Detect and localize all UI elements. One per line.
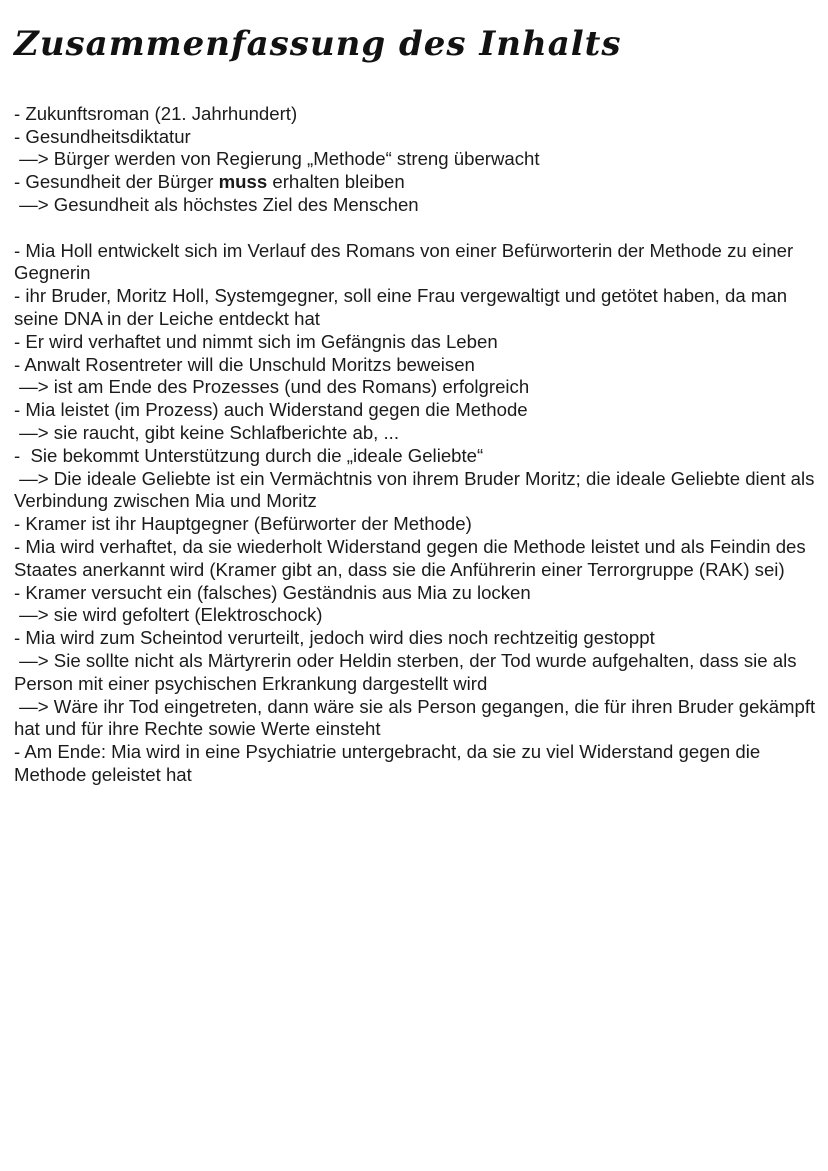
note-line: - Gesundheitsdiktatur xyxy=(14,125,191,147)
note-line: —> Die ideale Geliebte ist ein Vermächtnis von ihrem Bruder Moritz; die ideale Geliebte dient als Verbindung zwischen Mia und Moritz xyxy=(14,467,820,512)
note-line: —> Bürger werden von Regierung „Methode“ streng überwacht xyxy=(14,148,540,170)
note-line: - Am Ende: Mia wird in eine Psychiatrie untergebracht, da sie zu viel Widerstand gegen die Methode geleistet hat xyxy=(14,741,766,785)
note-line: - Kramer ist ihr Hauptgegner (Befürworter der Methode) xyxy=(14,513,472,535)
note-line: - Sie bekommt Unterstützung durch die „ideale Geliebte“ xyxy=(14,444,484,466)
note-line: —> ist am Ende des Prozesses (und des Romans) erfolgreich xyxy=(14,376,530,398)
note-line: - Mia wird zum Scheintod verurteilt, jedoch wird dies noch rechtzeitig gestoppt xyxy=(14,627,655,649)
note-line: —> sie wird gefoltert (Elektroschock) xyxy=(14,604,323,626)
note-line: —> Gesundheit als höchstes Ziel des Menschen xyxy=(14,193,419,215)
blank-line xyxy=(14,217,816,240)
note-line: —> Sie sollte nicht als Märtyrerin oder Heldin sterben, der Tod wurde aufgehalten, dass sie als Person mit einer psychischen Erkrankung dargestellt wird xyxy=(14,649,802,694)
note-line: - Mia Holl entwickelt sich im Verlauf des Romans von einer Befürworterin der Methode zu einer Gegnerin xyxy=(14,239,799,284)
intro-block xyxy=(14,103,816,217)
note-line: —> sie raucht, gibt keine Schlafberichte ab, ... xyxy=(14,421,400,443)
line-text-prefix: - Gesundheit der Bürger xyxy=(14,171,219,193)
note-line: - ihr Bruder, Moritz Holl, Systemgegner, soll eine Frau vergewaltigt und getötet haben, da man seine DNA in der Leiche entdeckt hat xyxy=(14,285,793,329)
note-line: - Anwalt Rosentreter will die Unschuld Moritzs beweisen xyxy=(14,353,475,375)
note-line: —> Wäre ihr Tod eingetreten, dann wäre sie als Person gegangen, die für ihren Bruder gekämpft hat und für ihre Rechte sowie Werte einsteht xyxy=(14,695,821,740)
note-line: - Mia leistet (im Prozess) auch Widerstand gegen die Methode xyxy=(14,399,528,421)
note-line: - Mia wird verhaftet, da sie wiederholt Widerstand gegen die Methode leistet und als Feindin des Staates anerkannt wird (Kramer gibt an, dass sie die Anführerin einer Terrorgruppe (RAK) sei) xyxy=(14,535,811,580)
note-line-with-bold xyxy=(14,171,816,194)
line-text-suffix: erhalten bleiben xyxy=(267,171,405,193)
note-line: - Kramer versucht ein (falsches) Geständnis aus Mia zu locken xyxy=(14,581,531,603)
note-line: - Zukunftsroman (21. Jahrhundert) xyxy=(14,102,298,124)
note-line: - Er wird verhaftet und nimmt sich im Gefängnis das Leben xyxy=(14,330,498,352)
bold-emphasis: muss xyxy=(218,171,268,193)
page-title: Zusammenfassung des Inhalts xyxy=(14,24,622,64)
summary-block xyxy=(14,239,821,787)
